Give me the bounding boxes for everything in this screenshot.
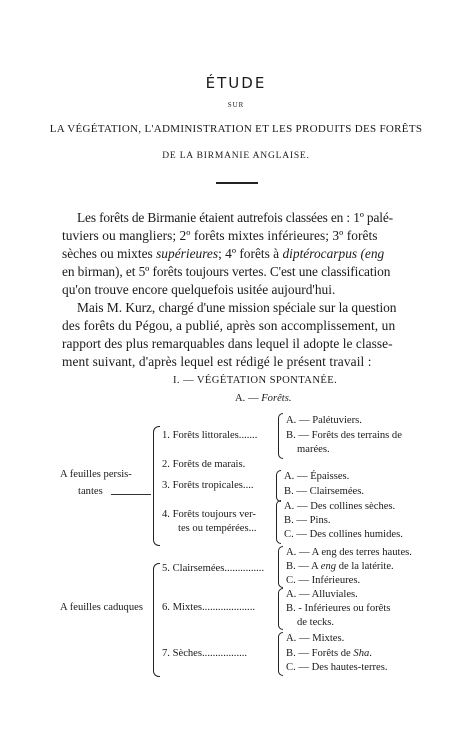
sub-item-5c: C. — Inférieures. xyxy=(286,575,361,586)
sub-brace-1 xyxy=(278,413,283,459)
sub-brace-6 xyxy=(278,588,283,630)
item-6: 6. Mixtes.................... xyxy=(162,602,255,613)
group-brace-caducous xyxy=(153,563,160,677)
body-line: rapport des plus remarquables dans lequel il adopte le classe- xyxy=(62,336,393,351)
group-label-persistent-2: tantes xyxy=(78,486,103,497)
title-rule xyxy=(216,182,258,184)
group-brace-persistent xyxy=(153,426,160,546)
sub-item-7b: B. — Forêts de Sha. xyxy=(286,648,372,659)
item-7: 7. Sèches................. xyxy=(162,648,248,659)
body-line: sèches ou mixtes supérieures; 4º forêts à diptérocarpus (eng xyxy=(62,246,385,261)
sub-item-1a: A. — Palétuviers. xyxy=(286,415,362,426)
sub-item-7c: C. — Des hautes-terres. xyxy=(286,662,388,673)
sub-item-4c: C. — Des collines humides. xyxy=(284,529,403,540)
sub-item-5a: A. — A eng des terres hautes. xyxy=(286,547,412,558)
sub-item-4b: B. — Pins. xyxy=(284,515,331,526)
leader-line xyxy=(111,494,151,495)
sub-brace-7 xyxy=(278,632,283,676)
section-subheading: A. — Forêts. xyxy=(235,393,292,404)
item-3: 3. Forêts tropicales.... xyxy=(162,480,254,491)
body-line: en birman), et 5º forêts toujours vertes. C'est une classification xyxy=(62,264,391,279)
item-5: 5. Clairsemées............... xyxy=(162,563,265,574)
item-2: 2. Forêts de marais. xyxy=(162,459,246,470)
title-connector: SUR xyxy=(227,101,245,109)
sub-brace-3 xyxy=(276,470,281,502)
item-1: 1. Forêts littorales....... xyxy=(162,430,258,441)
subtitle-line-1: LA VÉGÉTATION, L'ADMINISTRATION ET LES PRODUITS DES FORÊTS xyxy=(49,123,423,135)
item-4: 4. Forêts toujours ver- xyxy=(162,509,256,520)
body-line: des forêts du Pégou, a publié, après son accomplissement, un xyxy=(62,318,396,333)
group-label-persistent: A feuilles persis- xyxy=(60,469,132,480)
subtitle-line-2: DE LA BIRMANIE ANGLAISE. xyxy=(162,151,310,161)
sub-item-3b: B. — Clairsemées. xyxy=(284,486,365,497)
body-line: Les forêts de Birmanie étaient autrefois classées en : 1º palé- xyxy=(77,210,393,225)
sub-item-6a: A. — Alluviales. xyxy=(286,589,358,600)
sub-item-3a: A. — Épaisses. xyxy=(284,471,350,482)
sub-brace-5 xyxy=(278,546,283,588)
body-line: qu'on trouve encore quelquefois usitée aujourd'hui. xyxy=(62,282,336,297)
sub-item-7a: A. — Mixtes. xyxy=(286,633,345,644)
sub-item-6b: B. - Inférieures ou forêts xyxy=(286,603,391,614)
body-line: Mais M. Kurz, chargé d'une mission spéciale sur la question xyxy=(77,300,397,315)
page-title: ÉTUDE xyxy=(205,74,267,92)
sub-item-6b-cont: de tecks. xyxy=(297,617,335,628)
body-line: tuviers ou mangliers; 2º forêts mixtes inférieures; 3º forêts xyxy=(62,228,378,243)
sub-item-1b: B. — Forêts des terrains de xyxy=(286,430,402,441)
sub-brace-4 xyxy=(276,500,281,544)
sub-item-1b-cont: marées. xyxy=(297,444,330,455)
item-4-cont: tes ou tempérées... xyxy=(178,523,257,534)
group-label-caducous: A feuilles caduques xyxy=(60,602,143,613)
sub-item-5b: B. — A eng de la latérite. xyxy=(286,561,394,572)
body-line: ment suivant, d'après lequel est rédigé le présent travail : xyxy=(62,354,372,369)
sub-item-4a: A. — Des collines sèches. xyxy=(284,501,396,512)
section-heading: I. — VÉGÉTATION SPONTANÉE. xyxy=(173,375,338,386)
